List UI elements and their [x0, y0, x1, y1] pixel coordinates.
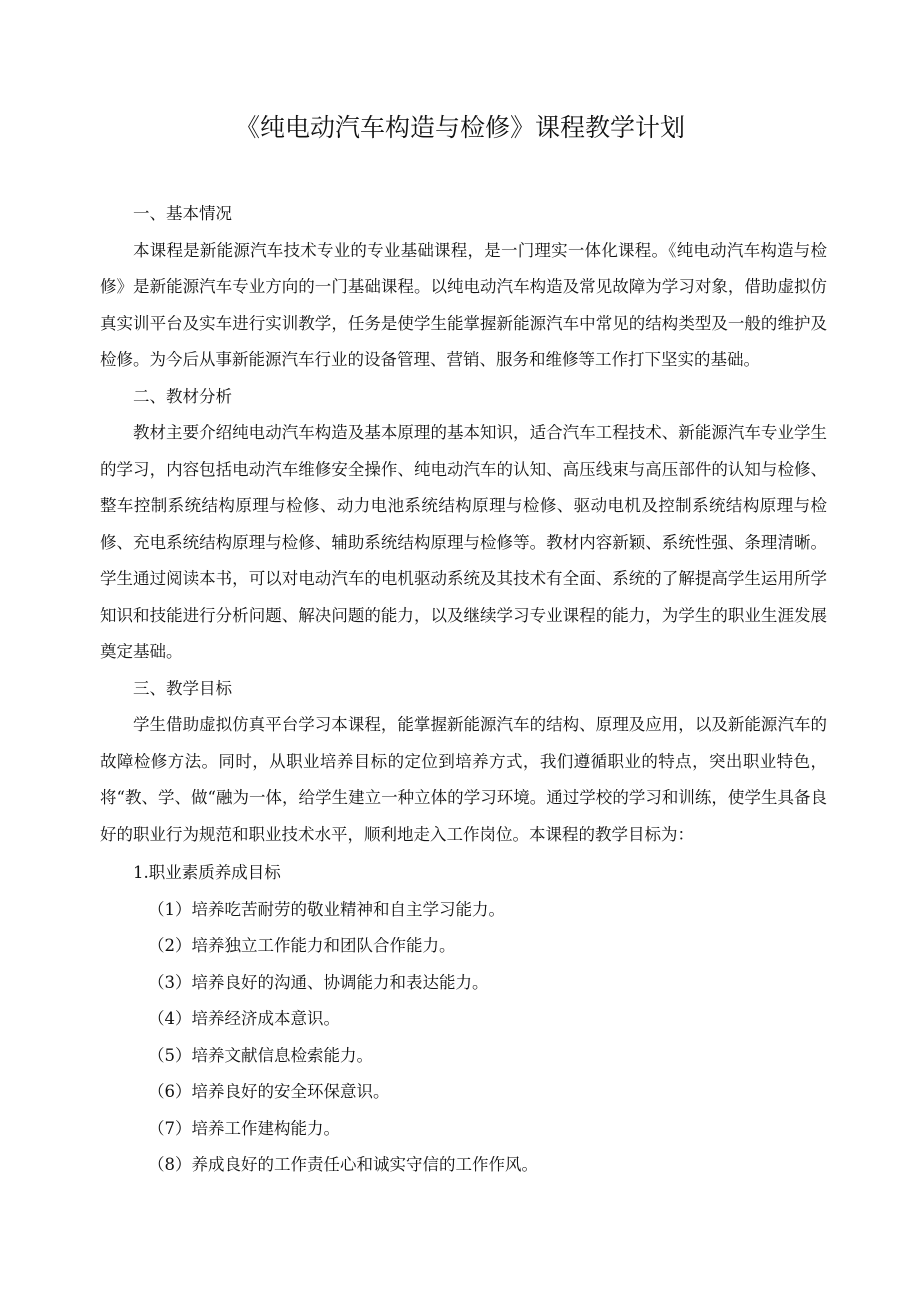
objective-item: （2）培养独立工作能力和团队合作能力。 — [148, 936, 456, 955]
objective-item: （1）培养吃苦耐劳的敬业精神和自主学习能力。 — [148, 899, 505, 919]
objectives-heading: 1.职业素质养成目标 — [133, 863, 281, 882]
section-paragraph-basic-info: 本课程是新能源汽车技术专业的专业基础课程，是一门理实一体化课程。《纯电动汽车构造与检修》是新能源汽车专业方向的一门基础课程。以纯电动汽车构造及常见故障为学习对象，借助虚拟仿真实训平台及实车进行实训教学，任务是使学生能掌握新能源汽车中常见的结构类型及一般的维护及检修。为今后从事新能源汽车行业的设备管理、营销、服务和维修等工作打下坚实的基础。 — [100, 240, 827, 369]
section-heading-textbook-analysis: 二、教材分析 — [133, 386, 232, 406]
objective-item: （6）培养良好的安全环保意识。 — [148, 1082, 390, 1101]
section-paragraph-textbook-analysis: 教材主要介绍纯电动汽车构造及基本原理的基本知识，适合汽车工程技术、新能源汽车专业学生的学习，内容包括电动汽车维修安全操作、纯电动汽车的认知、高压线束与高压部件的认知与检修、整车控制系统结构原理与检修、动力电池系统结构原理与检修、驱动电机及控制系统结构原理与检修、充电系统结构原理与检修、辅助系统结构原理与检修等。教材内容新颖、系统性强、条理清晰。学生通过阅读本书，可以对电动汽车的电机驱动系统及其技术有全面、系统的了解提高学生运用所学知识和技能进行分析问题、解决问题的能力，以及继续学习专业课程的能力，为学生的职业生涯发展奠定基础。 — [100, 423, 827, 661]
document-title: 《纯电动汽车构造与检修》课程教学计划 — [234, 113, 685, 142]
objective-item: （7）培养工作建构能力。 — [148, 1118, 340, 1138]
section-paragraph-teaching-goals: 学生借助虚拟仿真平台学习本课程，能掌握新能源汽车的结构、原理及应用，以及新能源汽车的故障检修方法。同时，从职业培养目标的定位到培养方式，我们遵循职业的特点，突出职业特色，将“教、学、做“融为一体，给学生建立一种立体的学习环境。通过学校的学习和训练，使学生具备良好的职业行为规范和职业技术水平，顺利地走入工作岗位。本课程的教学目标为： — [100, 715, 827, 844]
objective-item: （5）培养文献信息检索能力。 — [148, 1045, 373, 1065]
section-heading-teaching-goals: 三、教学目标 — [133, 678, 232, 698]
objective-item: （8）养成良好的工作责任心和诚实守信的工作作风。 — [148, 1155, 538, 1174]
objective-item: （4）培养经济成本意识。 — [148, 1009, 340, 1028]
document-body — [100, 196, 827, 1184]
section-heading-basic-info: 一、基本情况 — [133, 204, 232, 223]
objective-item: （3）培养良好的沟通、协调能力和表达能力。 — [148, 972, 489, 992]
